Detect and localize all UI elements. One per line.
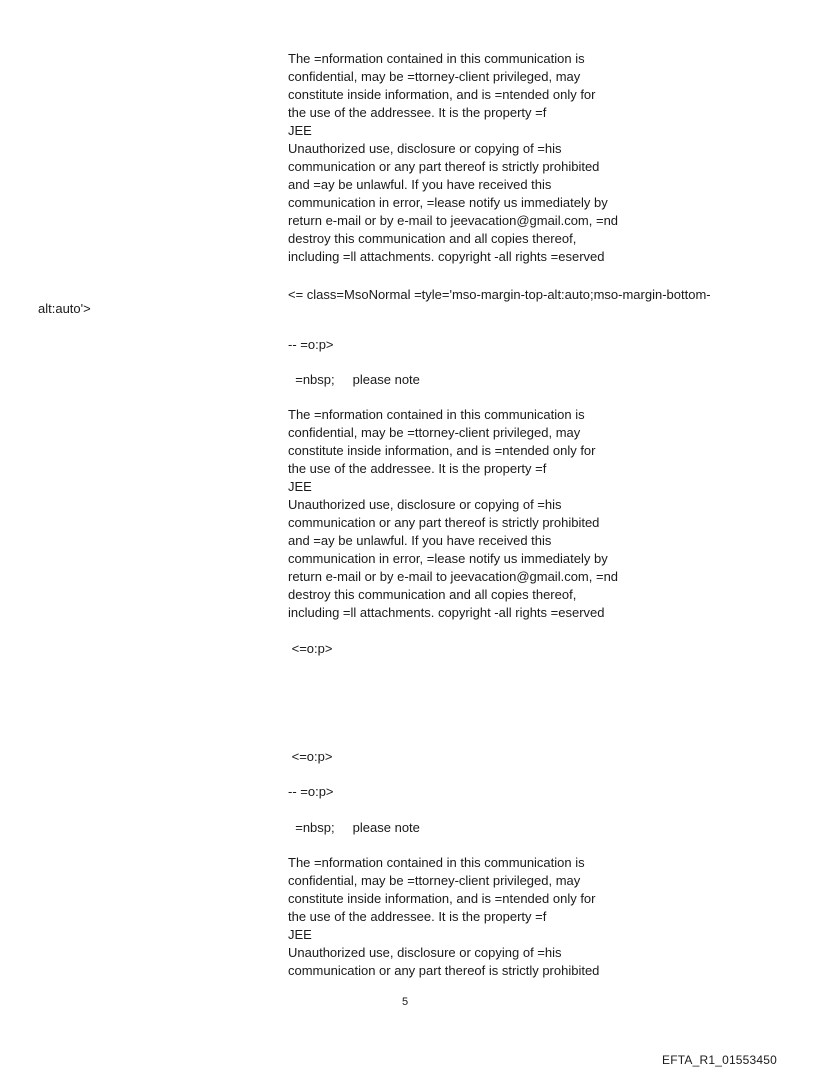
disclaimer-line: confidential, may be =ttorney-client privileged, may xyxy=(288,425,581,440)
class-attribute-line-wrap: alt:auto'> xyxy=(38,301,91,316)
disclaimer-block-1 xyxy=(288,50,648,266)
please-note-line: =nbsp; please note xyxy=(288,820,420,835)
op-tag-line: <=o:p> xyxy=(288,749,333,764)
disclaimer-line: communication in error, =lease notify us immediately by xyxy=(288,551,608,566)
disclaimer-line: confidential, may be =ttorney-client privileged, may xyxy=(288,873,581,888)
disclaimer-line: constitute inside information, and is =ntended only for xyxy=(288,443,596,458)
disclaimer-line: constitute inside information, and is =ntended only for xyxy=(288,87,596,102)
disclaimer-line: confidential, may be =ttorney-client privileged, may xyxy=(288,69,581,84)
please-note-line: =nbsp; please note xyxy=(288,372,420,387)
disclaimer-line: constitute inside information, and is =ntended only for xyxy=(288,891,596,906)
disclaimer-line: Unauthorized use, disclosure or copying of =his xyxy=(288,945,562,960)
disclaimer-block-3 xyxy=(288,854,648,980)
page-number: 5 xyxy=(402,996,409,1008)
disclaimer-line: The =nformation contained in this communication is xyxy=(288,407,585,422)
disclaimer-line: communication or any part thereof is strictly prohibited xyxy=(288,515,600,530)
disclaimer-line: the use of the addressee. It is the property =f xyxy=(288,461,547,476)
disclaimer-line: and =ay be unlawful. If you have received this xyxy=(288,533,552,548)
disclaimer-line: including =ll attachments. copyright -all rights =eserved xyxy=(288,249,605,264)
disclaimer-line: communication or any part thereof is strictly prohibited xyxy=(288,963,600,978)
disclaimer-line: return e-mail or by e-mail to jeevacation@gmail.com, =nd xyxy=(288,569,619,584)
disclaimer-line: The =nformation contained in this communication is xyxy=(288,855,585,870)
disclaimer-line: JEE xyxy=(288,479,312,494)
disclaimer-line: including =ll attachments. copyright -all rights =eserved xyxy=(288,605,605,620)
class-attribute-line: <= class=MsoNormal =tyle='mso-margin-top-alt:auto;mso-margin-bottom- xyxy=(288,287,711,302)
disclaimer-line: communication or any part thereof is strictly prohibited xyxy=(288,159,600,174)
document-id-footer: EFTA_R1_01553450 xyxy=(662,1053,778,1067)
op-dash-line: -- =o:p> xyxy=(288,784,334,799)
disclaimer-line: and =ay be unlawful. If you have received this xyxy=(288,177,552,192)
disclaimer-line: Unauthorized use, disclosure or copying of =his xyxy=(288,141,562,156)
disclaimer-line: return e-mail or by e-mail to jeevacation@gmail.com, =nd xyxy=(288,213,619,228)
disclaimer-line: the use of the addressee. It is the property =f xyxy=(288,105,547,120)
disclaimer-line: the use of the addressee. It is the property =f xyxy=(288,909,547,924)
disclaimer-line: JEE xyxy=(288,927,312,942)
disclaimer-line: JEE xyxy=(288,123,312,138)
disclaimer-line: communication in error, =lease notify us immediately by xyxy=(288,195,608,210)
op-dash-line: -- =o:p> xyxy=(288,337,334,352)
disclaimer-line: The =nformation contained in this communication is xyxy=(288,51,585,66)
disclaimer-line: destroy this communication and all copies thereof, xyxy=(288,587,577,602)
disclaimer-line: destroy this communication and all copies thereof, xyxy=(288,231,577,246)
disclaimer-block-2 xyxy=(288,406,648,622)
op-tag-line: <=o:p> xyxy=(288,641,333,656)
disclaimer-line: Unauthorized use, disclosure or copying of =his xyxy=(288,497,562,512)
